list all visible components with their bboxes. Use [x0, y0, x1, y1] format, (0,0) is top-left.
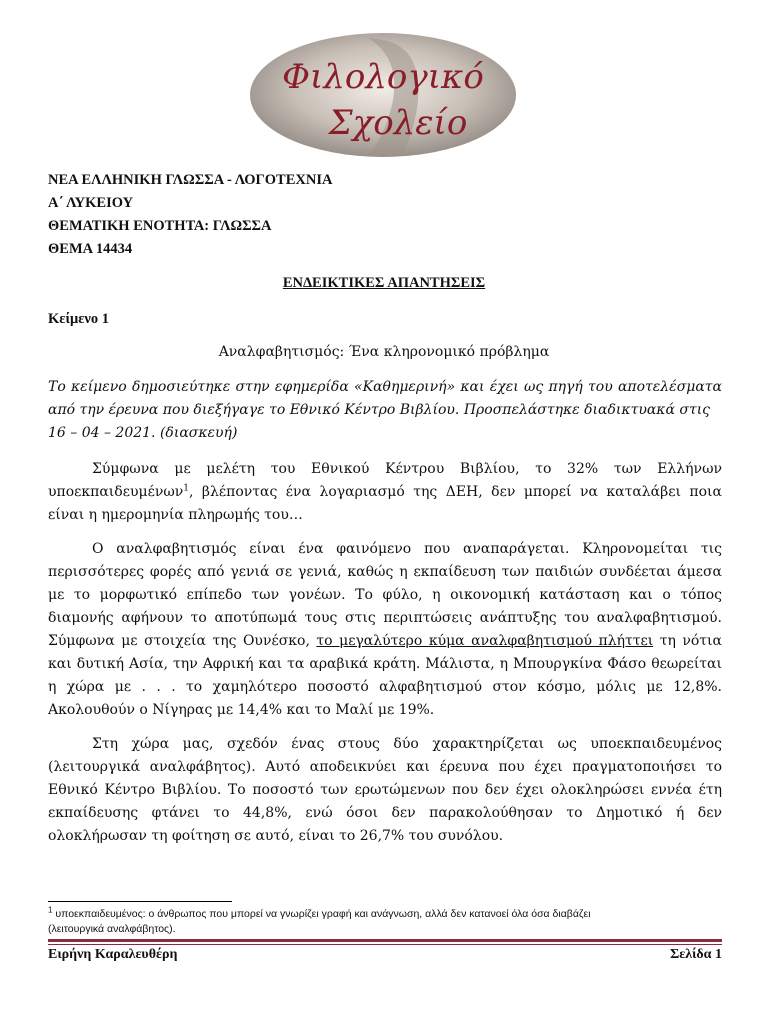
header-unit: ΘΕΜΑΤΙΚΗ ΕΝΟΤΗΤΑ: ΓΛΩΣΣΑ	[48, 218, 272, 234]
logo-text-line2: Σχολείο	[328, 103, 468, 143]
footnote-separator	[48, 901, 232, 902]
p1-word: υποεκπαιδευμένων	[48, 484, 184, 500]
header-grade: Α΄ ΛΥΚΕΙΟΥ	[48, 195, 134, 211]
p1-line-3: είναι η ημερομηνία πληρωμής του…	[48, 507, 303, 523]
p2-line-3: με το μορφωτικό επίπεδο των γονέων. Το φύλο, η οικονομική κατάσταση και ο τόπος	[48, 587, 722, 603]
footnote-line-1	[48, 907, 591, 922]
header-subject: ΝΕΑ ΕΛΛΗΝΙΚΗ ΓΛΩΣΣΑ - ΛΟΓΟΤΕΧΝΙΑ	[48, 172, 333, 188]
p2-line-5-end: τη νότια	[653, 633, 722, 649]
source-line-1: Το κείμενο δημοσιεύτηκε στην εφημερίδα «Καθημερινή» και έχει ως πηγή του αποτελέσματα	[48, 379, 722, 395]
p3-line-4: εκπαίδευσης φτάνει το 44,8%, ενώ όσοι δεν παρακολούθησαν το Δημοτικό ή δεν	[48, 805, 722, 821]
p2-line-5	[48, 630, 722, 652]
p2-line-1: Ο αναλφαβητισμός είναι ένα φαινόμενο που αναπαράγεται. Κληρονομείται τις	[92, 541, 722, 557]
header-topic-number: ΘΕΜΑ 14434	[48, 241, 133, 257]
logo-text-line1: Φιλολογικό	[282, 57, 484, 97]
logo	[248, 30, 518, 160]
footer-rule-thin	[48, 944, 722, 945]
answers-heading: ΕΝΔΕΙΚΤΙΚΕΣ ΑΠΑΝΤΗΣΕΙΣ	[282, 275, 486, 291]
p3-line-2: (λειτουργικά αναλφάβητος). Αυτό αποδεικνύει και έρευνα που έχει πραγματοποιήσει το	[48, 759, 722, 775]
p3-line-3: Εθνικό Κέντρο Βιβλίου. Το ποσοστό των ερωτώμενων που δεν έχει ολοκληρώσει εννέα έτη	[48, 782, 722, 798]
footer-author: Ειρήνη Καραλευθέρη	[48, 947, 178, 962]
p2-line-2: περισσότερες φορές από γενιά σε γενιά, καθώς η εκπαίδευση των παιδιών συνδέεται άμεσα	[48, 564, 722, 580]
p2-line-5-start: Σύμφωνα με στοιχεία της Ουνέσκο,	[48, 633, 317, 649]
footnote-marker: 1	[48, 905, 53, 915]
footer-rule-thick	[48, 939, 722, 942]
p2-line-4: διαμονής αφήνουν το αποτύπωμά τους στις περιπτώσεις ανάπτυξης του αναλφαβητισμού.	[48, 610, 722, 626]
footnote-text: υποεκπαιδευμένος: ο άνθρωπος που μπορεί να γνωρίζει γραφή και ανάγνωση, αλλά δεν κατανοεί όλα όσα διαβάζει	[52, 908, 591, 920]
p2-line-8: Ακολουθούν ο Νίγηρας με 14,4% και το Μαλί με 19%.	[48, 702, 435, 718]
p3-line-5: ολοκλήρωσαν τη φοίτηση σε αυτό, είναι το 26,7% του συνόλου.	[48, 828, 504, 844]
underlined-phrase: το μεγαλύτερο κύμα αναλφαβητισμού πλήττει	[316, 633, 654, 649]
footnote-line-2: (λειτουργικά αναλφάβητος).	[48, 923, 176, 935]
p1-line-2-rest: , βλέποντας ένα λογαριασμό της ΔΕΗ, δεν μπορεί να καταλάβει ποια	[189, 484, 722, 500]
p2-line-7: η χώρα με . . . το χαμηλότερο ποσοστό αλφαβητισμού στον κόσμο, μόλις με 12,8%.	[48, 679, 722, 695]
p3-line-1: Στη χώρα μας, σχεδόν ένας στους δύο χαρακτηρίζεται ως υποεκπαιδευμένος	[92, 736, 722, 752]
source-line-3: 16 – 04 – 2021. (διασκευή)	[48, 425, 238, 441]
article-title: Αναλφαβητισμός: Ένα κληρονομικό πρόβλημα	[218, 344, 550, 360]
footer-page-number: Σελίδα 1	[670, 947, 722, 962]
p1-line-2	[48, 481, 722, 503]
source-line-2: από την έρευνα που διεξήγαγε το Εθνικό Κέντρο Βιβλίου. Προσπελάστηκε διαδικτυακά στις	[48, 402, 711, 418]
p1-line-1: Σύμφωνα με μελέτη του Εθνικού Κέντρου Βιβλίου, το 32% των Ελλήνων	[92, 461, 722, 477]
p2-line-6: και δυτική Ασία, την Αφρική και τα αραβικά κράτη. Μάλιστα, η Μπουργκίνα Φάσο θεωρείται	[48, 656, 722, 672]
text-label: Κείμενο 1	[48, 311, 109, 327]
footnote-ref: 1	[183, 483, 190, 494]
